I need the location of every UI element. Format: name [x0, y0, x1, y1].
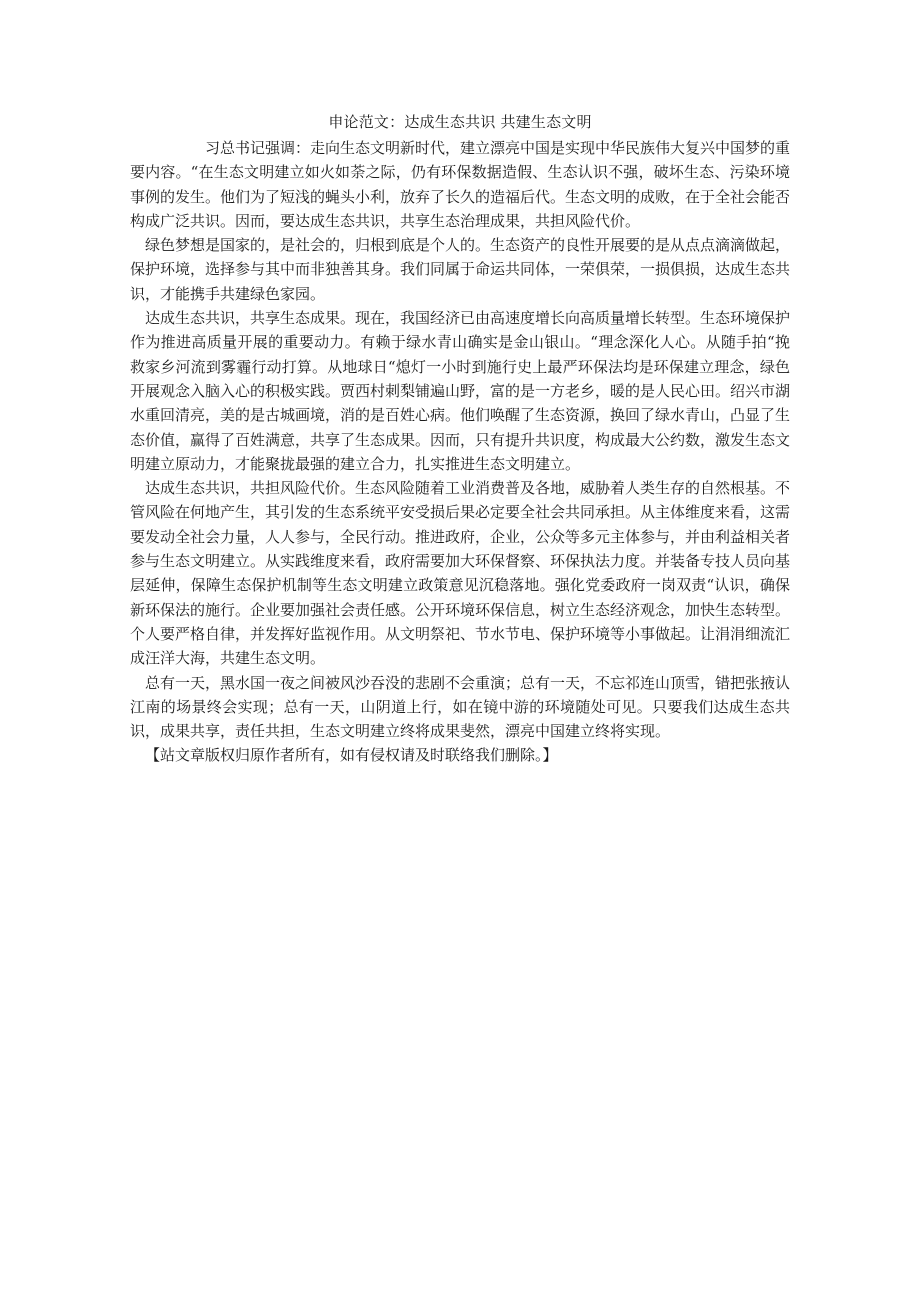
paragraph-conclusion: 总有一天，黑水国一夜之间被风沙吞没的悲剧不会重演；总有一天，不忘祁连山顶雪，错把张掖认江南的场景终会实现；总有一天，山阴道上行，如在镜中游的环境随处可见。只要我们达成生态共识，成果共享，责任共担，生态文明建立终将成果斐然，漂亮中国建立终将实现。 — [130, 673, 791, 741]
paragraph-green-dream: 绿色梦想是国家的，是社会的，归根到底是个人的。生态资产的良性开展要的是从点点滴滴做起，保护环境，选择参与其中而非独善其身。我们同属于命运共同体，一荣俱荣，一损俱损，达成生态共识，才能携手共建绿色家园。 — [130, 236, 791, 303]
paragraph-share-results: 达成生态共识，共享生态成果。现在，我国经济已由高速度增长向高质量增长转型。生态环境保护作为推进高质量开展的重要动力。有赖于绿水青山确实是金山银山。“理念深化人心。从随手拍“挽救家乡河流到雾霾行动打算。从地球日“熄灯一小时到施行史上最严环保法均是环保建立理念，绿色开展观念入脑入心的积极实践。贾西村刺梨铺遍山野，富的是一方老乡，暖的是人民心田。绍兴市湖水重回清亮，美的是古城画境，消的是百姓心病。他们唤醒了生态资源，换回了绿水青山，凸显了生态价值，赢得了百姓满意，共享了生态成果。因而，只有提升共识度，构成最大公约数，激发生态文明建立原动力，才能聚拢最强的建立合力，扎实推进生态文明建立。 — [130, 309, 791, 473]
copyright-notice: 【站文章版权归原作者所有，如有侵权请及时联络我们删除。】 — [145, 746, 558, 765]
paragraph-share-risks: 达成生态共识，共担风险代价。生态风险随着工业消费普及各地，威胁着人类生存的自然根基。不管风险在何地产生，其引发的生态系统平安受损后果必定要全社会共同承担。从主体维度来看，这需要发动全社会力量，人人参与，全民行动。推进政府，企业，公众等多元主体参与，并由利益相关者参与生态文明建立。从实践维度来看，政府需要加大环保督察、环保执法力度。并装备专技人员向基层延伸，保障生态保护机制等生态文明建立政策意见沉稳落地。强化党委政府一岗双责“认识，确保新环保法的施行。企业要加强社会责任感。公开环境环保信息，树立生态经济观念，加快生态转型。个人要严格自律，并发挥好监视作用。从文明祭祀、节水节电、保护环境等小事做起。让涓涓细流汇成汪洋大海，共建生态文明。 — [130, 479, 791, 668]
document-title: 申论范文：达成生态共识 共建生态文明 — [328, 113, 592, 131]
paragraph-intro: 习总书记强调：走向生态文明新时代，建立漂亮中国是实现中华民族伟大复兴中国梦的重要内容。“在生态文明建立如火如荼之际，仍有环保数据造假、生态认识不强，破坏生态、污染环境事例的发生。他们为了短浅的蝇头小利，放弃了长久的造福后代。生态文明的成败，在于全社会能否构成广泛共识。因而，要达成生态共识，共享生态治理成果，共担风险代价。 — [130, 139, 791, 230]
document-page — [130, 110, 790, 767]
